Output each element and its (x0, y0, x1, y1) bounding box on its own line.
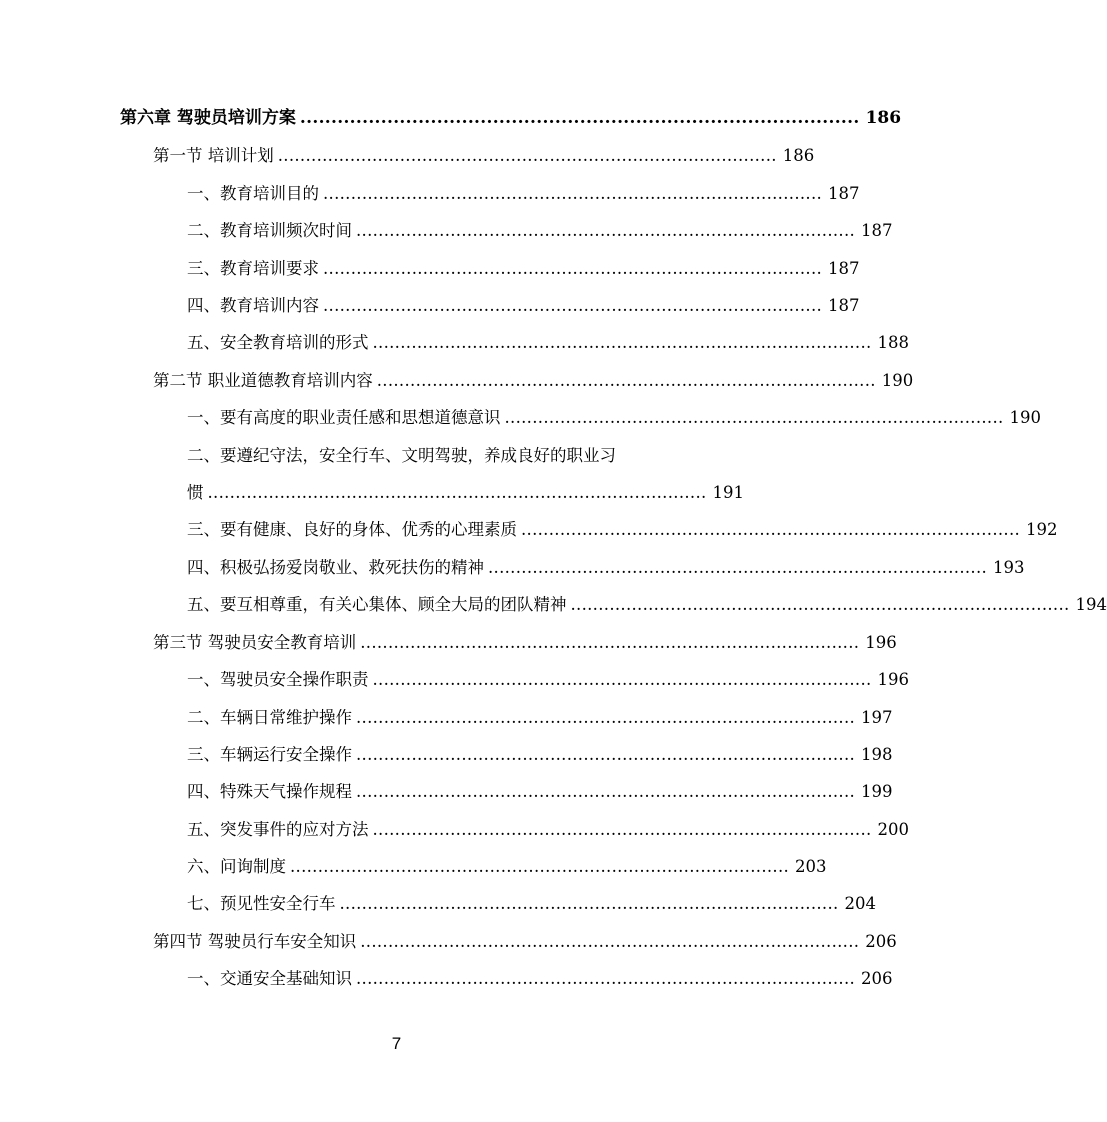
toc-entry-item[interactable] (187, 254, 860, 284)
dot-leader: .......................................................................................... (372, 670, 872, 689)
dot-leader: .......................................................................................... (356, 708, 856, 727)
toc-entry-section[interactable] (153, 141, 815, 171)
dot-leader: .......................................................................................... (372, 820, 872, 839)
toc-entry-title: 六、问询制度 (187, 857, 286, 876)
toc-entry-page: 190 (1009, 408, 1042, 427)
toc-entry-page: 200 (877, 820, 910, 839)
toc-entry-title: 五、突发事件的应对方法 (187, 820, 369, 839)
toc-entry-item[interactable] (187, 852, 827, 882)
dot-leader: .......................................................................................... (290, 857, 790, 876)
toc-entry-section[interactable] (153, 927, 897, 957)
toc-entry-item[interactable] (187, 328, 910, 358)
toc-entry-page: 206 (865, 932, 897, 951)
dot-leader: .......................................................................................... (376, 371, 876, 390)
toc-entry-item[interactable] (187, 964, 893, 994)
dot-leader: .......................................................................................... (504, 408, 1004, 427)
toc-entry-page: 192 (1026, 520, 1058, 539)
toc-entry-page: 191 (712, 483, 745, 502)
toc-entry-page: 199 (861, 782, 893, 801)
dot-leader: .......................................................................................... (360, 633, 860, 652)
dot-leader: .......................................................................................... (372, 333, 872, 352)
toc-entry-title: 二、要遵纪守法，安全行车、文明驾驶，养成良好的职业习 (187, 446, 616, 465)
toc-entry-title-continuation: 惯 (187, 483, 204, 502)
dot-leader: .......................................................................................... (277, 146, 777, 165)
toc-entry-title: 一、交通安全基础知识 (187, 969, 352, 988)
toc-entry-title: 一、教育培训目的 (187, 184, 319, 203)
toc-entry-chapter[interactable] (120, 103, 902, 133)
toc-entry-item[interactable] (187, 553, 1025, 583)
dot-leader: .......................................................................................... (356, 782, 856, 801)
toc-entry-item[interactable] (187, 777, 893, 807)
toc-entry-title: 第二节 职业道德教育培训内容 (153, 371, 373, 390)
toc-entry-page: 193 (993, 558, 1025, 577)
toc-entry-title: 第六章 驾驶员培训方案 (120, 108, 296, 128)
dot-leader: .......................................................................................... (570, 595, 1070, 614)
toc-entry-title: 第四节 驾驶员行车安全知识 (153, 932, 357, 951)
dot-leader: .......................................................................................... (323, 259, 823, 278)
toc-entry-title: 二、教育培训频次时间 (187, 221, 352, 240)
toc-entry-item[interactable] (187, 889, 877, 919)
toc-entry-page: 194 (1075, 595, 1107, 614)
toc-entry-page: 203 (795, 857, 827, 876)
page-number: 7 (391, 1034, 402, 1053)
toc-entry-page: 190 (881, 371, 914, 390)
toc-entry-page: 198 (861, 745, 893, 764)
toc-entry-page: 186 (865, 108, 902, 128)
toc-entry-title: 七、预见性安全行车 (187, 894, 336, 913)
toc-entry-item[interactable] (187, 515, 1058, 545)
toc-entry-title: 一、要有高度的职业责任感和思想道德意识 (187, 408, 501, 427)
toc-entry-title: 二、车辆日常维护操作 (187, 708, 352, 727)
toc-entry-item[interactable] (187, 815, 910, 845)
toc-entry-item-continuation[interactable] (187, 478, 745, 508)
toc-entry-title: 三、车辆运行安全操作 (187, 745, 352, 764)
toc-entry-title: 第三节 驾驶员安全教育培训 (153, 633, 357, 652)
dot-leader: .......................................................................................... (323, 184, 823, 203)
toc-entry-title: 三、教育培训要求 (187, 259, 319, 278)
toc-entry-title: 四、教育培训内容 (187, 296, 319, 315)
toc-entry-item[interactable] (187, 590, 1107, 620)
toc-entry-item[interactable] (187, 216, 893, 246)
toc-entry-page: 187 (828, 259, 860, 278)
toc-entry-section[interactable] (153, 366, 914, 396)
toc-entry-page: 187 (861, 221, 893, 240)
dot-leader: .......................................................................................... (356, 221, 856, 240)
toc-entry-page: 187 (828, 296, 860, 315)
dot-leader: .......................................................................................... (356, 969, 856, 988)
toc-entry-page: 206 (861, 969, 893, 988)
toc-entry-page: 197 (861, 708, 893, 727)
toc-entry-item[interactable] (187, 291, 860, 321)
toc-entry-page: 196 (877, 670, 910, 689)
toc-entry-title: 五、要互相尊重，有关心集体、顾全大局的团队精神 (187, 595, 567, 614)
toc-entry-section[interactable] (153, 628, 897, 658)
toc-entry-title: 四、积极弘扬爱岗敬业、救死扶伤的精神 (187, 558, 484, 577)
toc-entry-title: 三、要有健康、良好的身体、优秀的心理素质 (187, 520, 517, 539)
toc-entry-title: 第一节 培训计划 (153, 146, 274, 165)
toc-entry-page: 187 (828, 184, 860, 203)
toc-entry-item-wrapped[interactable] (187, 441, 674, 471)
dot-leader: .......................................................................................... (360, 932, 860, 951)
toc-entry-item[interactable] (187, 665, 910, 695)
dot-leader: .......................................................................................... (488, 558, 988, 577)
toc-entry-title: 一、驾驶员安全操作职责 (187, 670, 369, 689)
toc-entry-page: 186 (782, 146, 815, 165)
toc-entry-item[interactable] (187, 179, 860, 209)
toc-entry-item[interactable] (187, 703, 893, 733)
toc-entry-item[interactable] (187, 740, 893, 770)
toc-entry-title: 四、特殊天气操作规程 (187, 782, 352, 801)
dot-leader: .......................................................................................... (521, 520, 1021, 539)
toc-entry-item[interactable] (187, 403, 1042, 433)
dot-leader: .......................................................................................... (323, 296, 823, 315)
toc-entry-title: 五、安全教育培训的形式 (187, 333, 369, 352)
dot-leader: .......................................................................................... (356, 745, 856, 764)
dot-leader: .......................................................................................... (339, 894, 839, 913)
toc-entry-page: 204 (844, 894, 877, 913)
toc-entry-page: 196 (865, 633, 897, 652)
dot-leader: .......................................................................................... (207, 483, 707, 502)
toc-entry-page: 188 (877, 333, 910, 352)
dot-leader: .......................................................................................... (299, 108, 860, 128)
